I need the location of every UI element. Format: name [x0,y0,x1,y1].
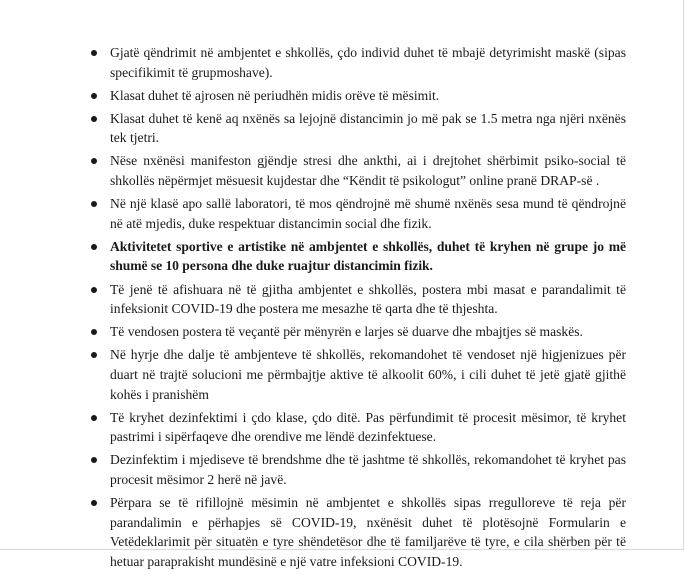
list-item-text: Të jenë të afishuara në të gjitha ambjentet e shkollës, postera mbi masat e parandalimit të infeksionit COVID-19 dhe postera me mesazhe të qarta dhe të thjeshta. [110,281,626,317]
list-item-text: Të kryhet dezinfektimi i çdo klase, çdo ditë. Pas përfundimit të procesit mësimor, të kryhet pastrimi i sipërfaqeve dhe orendive me lëndë dezinfektuese. [110,409,626,445]
list-item-text: Nëse nxënësi manifeston gjëndje stresi dhe ankthi, ai i drejtohet shërbimit psiko-social të shkollës nëpërmjet mësuesit kujdestar dhe “Këndit të psikologut” online pranë DRAP-së . [110,153,626,189]
list-item [86,280,626,319]
bullet-list [86,43,626,575]
list-item-text: Në hyrje dhe dalje të ambjenteve të shkollës, rekomandohet të vendoset një higjenizues për duart në trajtë solucioni me përmbajtje aktive të alkoolit 60%, i cili duhet të jetë gjatë gjithë kohës i pranishëm [110,347,626,402]
list-item [86,237,626,276]
list-item-text: Në një klasë apo sallë laboratori, të mos qëndrojnë më shumë nxënës sesa mund të qëndrojnë në atë mjedis, duke respektuar distancimin social dhe fizik. [110,196,626,231]
list-item [86,43,626,82]
list-item-text: Klasat duhet të ajrosen në periudhën midis orëve të mësimit. [110,87,440,103]
list-item-text: Të vendosen postera të veçantë për mënyrën e larjes së duarve dhe mbajtjes së maskës. [110,324,583,340]
list-item [86,322,626,342]
list-item-text: Dezinfektim i mjediseve të brendshme dhe të jashtme të shkollës, rekomandohet të kryhet pas procesit mësimor 2 herë në javë. [110,452,626,487]
list-item-text: Klasat duhet të kenë aq nxënës sa lejojnë distancimin jo më pak se 1.5 metra nga njëri nxënës tek tjetri. [110,110,626,146]
list-item [86,493,626,571]
list-item [86,86,626,106]
list-item-text: Gjatë qëndrimit në ambjentet e shkollës, çdo individ duhet të mbajë detyrimisht maskë (sipas specifikimit të grupmoshave). [110,45,626,80]
list-item-text: Përpara se të rifillojnë mësimin në ambjentet e shkollës sipas rregulloreve të reja për parandalimin e përhapjes së COVID-19, nxënësit duhet të plotësojnë Formularin e Vetëdeklarimit për situatën e tyre shëndetësor dhe të familjarëve të tyre, e cila shërben për të hetuar paraprakisht mundësinë e një vatre infeksioni COVID-19. [110,494,626,569]
list-item [86,408,626,447]
list-item [86,109,626,148]
list-item [86,194,626,233]
list-item [86,345,626,404]
list-item [86,151,626,190]
list-item-text: Aktivitetet sportive e artistike në ambjentet e shkollës, duhet të kryhen në grupe jo më shumë se 10 persona dhe duke ruajtur distancimin fizik. [110,238,626,274]
list-item [86,450,626,489]
